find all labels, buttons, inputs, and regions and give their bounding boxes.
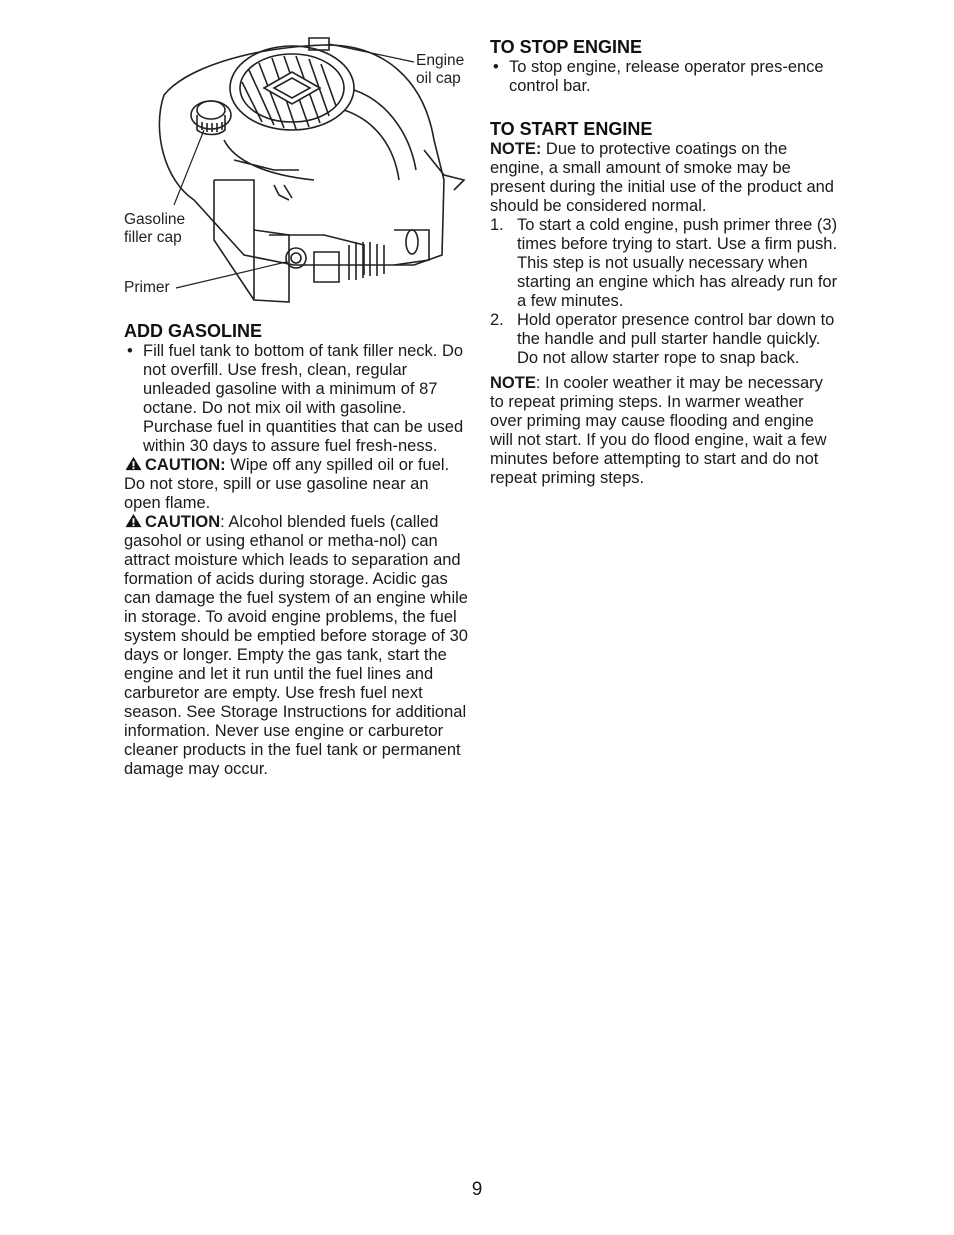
right-column (490, 36, 840, 488)
gasoline-filler-cap-label-line1: Gasoline (124, 211, 186, 228)
add-gasoline-bullet-text: Fill fuel tank to bottom of tank filler neck. Do not overfill. Use fresh, clean, regular unleaded gasoline with a minimum of 87 octane. Do not mix oil with gasoline. Purchase fuel in quantities that can be used within 30 days to assure fuel fresh-ness. (143, 342, 464, 455)
caution-1-label: CAUTION: (145, 456, 226, 474)
caution-2 (124, 513, 469, 779)
start-engine-note-1 (490, 140, 840, 216)
gasoline-filler-cap-label-line2: filler cap (124, 229, 182, 246)
warning-triangle-icon (124, 456, 143, 471)
caution-1 (124, 456, 469, 513)
page-number: 9 (471, 1179, 483, 1200)
gasoline-filler-cap-label (124, 211, 185, 247)
start-step-2 (490, 311, 840, 368)
add-gasoline-heading: ADD GASOLINE (124, 321, 263, 341)
note-1-label: NOTE: (490, 140, 542, 158)
bullet-dot: • (127, 342, 133, 360)
engine-oil-cap-label-line1: Engine (416, 52, 465, 69)
primer-label: Primer (124, 279, 170, 296)
stop-engine-heading: TO STOP ENGINE (490, 37, 643, 57)
step-1-number: 1. (490, 216, 504, 234)
note-1-text: Due to protective coatings on the engine, a small amount of smoke may be present during the initial use of the product and should be considered normal. (490, 140, 834, 215)
caution-2-label: CAUTION (145, 513, 221, 531)
engine-oil-cap-label (416, 52, 464, 88)
start-step-1 (490, 216, 840, 311)
add-gasoline-section (124, 320, 469, 779)
caution-1-text: Wipe off any spilled oil or fuel. Do not store, spill or use gasoline near an open flame. (124, 456, 450, 512)
note-2-text: : In cooler weather it may be necessary to repeat priming steps. In warmer weather over priming may cause flooding and engine will not start. If you do flood engine, wait a few minutes before attempting to start and do not repeat priming steps. (490, 374, 827, 487)
engine-oil-cap-label-line2: oil cap (416, 70, 461, 87)
warning-triangle-icon (124, 513, 143, 528)
engine-illustration (124, 30, 469, 315)
bullet-dot: • (493, 58, 499, 76)
step-1-text: To start a cold engine, push primer three (3) times before trying to start. Use a firm push. This step is not usually necessary when starting an engine which has already run for a few minutes. (517, 216, 838, 310)
step-2-number: 2. (490, 311, 504, 329)
start-engine-heading: TO START ENGINE (490, 119, 653, 139)
start-engine-note-2 (490, 374, 840, 488)
add-gasoline-bullet (124, 342, 469, 456)
step-2-text: Hold operator presence control bar down to the handle and pull starter handle quickly. Do not allow starter rope to snap back. (517, 311, 835, 367)
stop-engine-bullet (490, 58, 840, 96)
caution-2-text: : Alcohol blended fuels (called gasohol or using ethanol or metha-nol) can attract moisture which leads to separation and formation of acids during storage. Acidic gas can damage the fuel system of an engine while in storage. To avoid engine problems, the fuel system should be emptied before storage of 30 days or longer. Empty the gas tank, start the engine and let it run until the fuel lines and carburetor are empty. Use fresh fuel next season. See Storage Instructions for additional information. Never use engine or carburetor cleaner products in the fuel tank or permanent damage may occur. (124, 513, 468, 778)
note-2-label: NOTE (490, 374, 536, 392)
stop-engine-bullet-text: To stop engine, release operator pres-ence control bar. (509, 58, 824, 95)
